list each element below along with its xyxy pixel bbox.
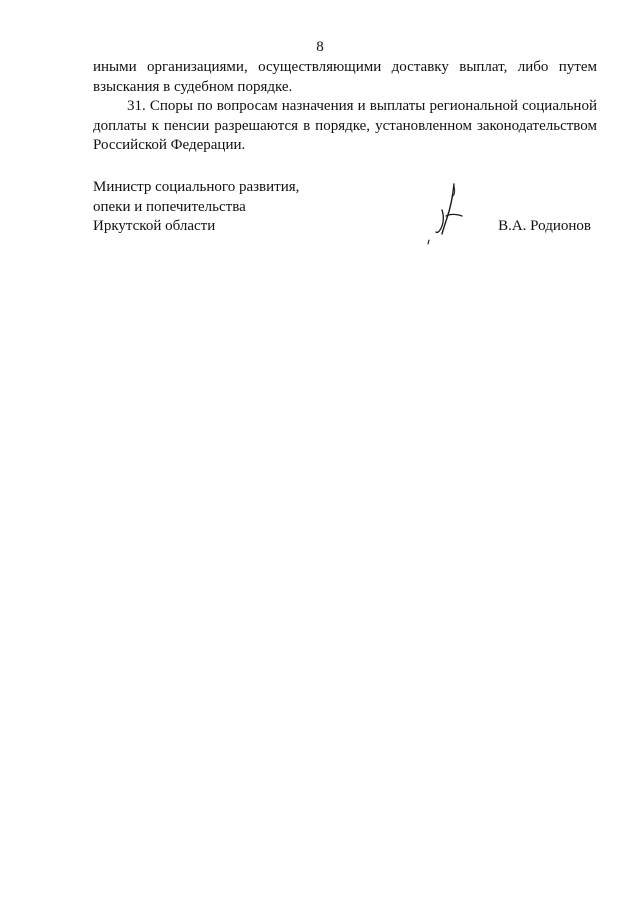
paragraph-line: доплаты к пенсии разрешаются в порядке, установленном законодательством xyxy=(93,117,597,134)
paragraph-line: взыскания в судебном порядке. xyxy=(93,78,293,95)
paragraph-line: Российской Федерации. xyxy=(93,137,246,153)
signer-name: В.А. Родионов xyxy=(498,218,591,234)
signer-position-line: опеки и попечительства xyxy=(93,198,246,215)
signer-position-line: Министр социального развития, xyxy=(93,179,300,195)
paragraph-line: иными организациями, осуществляющими доставку выплат, либо путем xyxy=(93,59,597,75)
signer-position-line: Иркутской области xyxy=(93,218,216,234)
document-body xyxy=(93,58,597,156)
page-number: 8 xyxy=(316,39,324,55)
handwritten-signature xyxy=(420,180,470,250)
paragraph-line: 31. Споры по вопросам назначения и выплаты региональной социальной xyxy=(127,98,597,114)
signature-block xyxy=(93,178,597,248)
